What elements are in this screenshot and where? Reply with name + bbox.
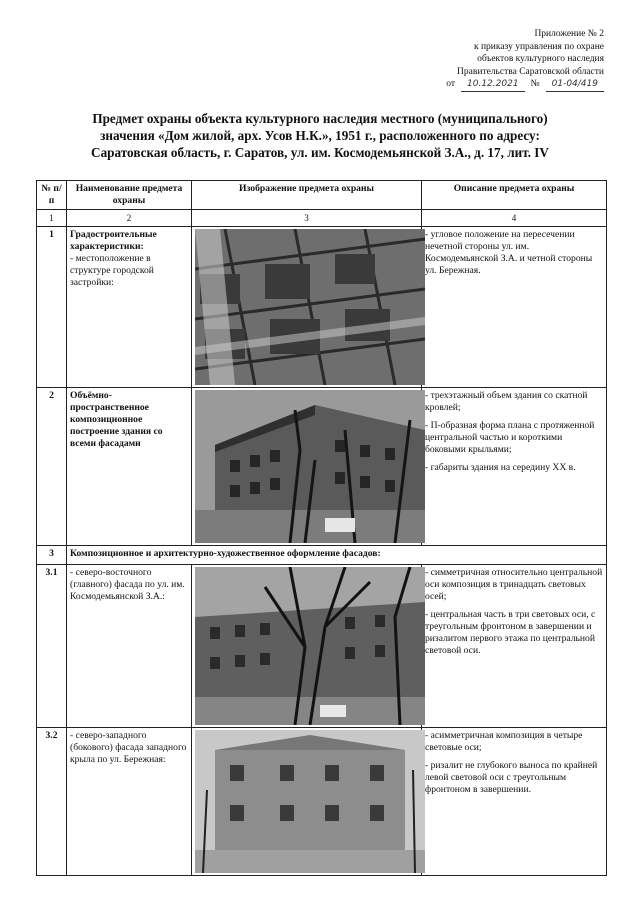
title-line-2: значения «Дом жилой, арх. Усов Н.К.», 1951 г., расположенного по адресу:	[100, 128, 540, 143]
row-name	[67, 388, 192, 546]
row-name-bold: Градостроительные характеристики:	[70, 229, 157, 252]
header-name: Наименование предмета охраны	[67, 181, 192, 210]
header-desc: Описание предмета охраны	[422, 181, 607, 210]
row-name	[67, 227, 192, 388]
description-item: - симметричная относительно центральной оси композиция в тринадцать световых осей;	[425, 567, 603, 602]
row-number: 3.1	[37, 565, 67, 728]
protection-table	[36, 180, 607, 876]
building-photo	[195, 390, 425, 543]
header-image: Изображение предмета охраны	[192, 181, 422, 210]
header-num: № п/п	[37, 181, 67, 210]
order-date: 10.12.2021	[461, 78, 525, 92]
table-row	[37, 227, 607, 388]
description-item: - асимметричная композиция в четыре световые оси;	[425, 730, 583, 753]
row-description	[422, 227, 607, 388]
appendix-block	[384, 28, 604, 92]
col-number-1: 1	[37, 210, 67, 227]
row-number: 3.2	[37, 728, 67, 876]
description-item: - угловое положение на пересечении нечетной стороны ул. им. Космодемьянской З.А. и четной стороны ул. Бережная.	[425, 229, 593, 276]
aerial-photo	[195, 229, 425, 385]
row-description	[422, 728, 607, 876]
col-number-4: 4	[422, 210, 607, 227]
col-number-2: 2	[67, 210, 192, 227]
northeast-facade-photo	[195, 567, 425, 725]
appendix-line-1: Приложение № 2	[534, 29, 604, 39]
table-row	[37, 388, 607, 546]
table-row	[37, 565, 607, 728]
photo-cell	[192, 728, 422, 876]
row-name: - северо-восточного (главного) фасада по ул. им. Космодемьянской З.А.:	[67, 565, 192, 728]
table-row	[37, 728, 607, 876]
appendix-line-4: Правительства Саратовской области	[457, 66, 604, 77]
order-date-number	[384, 78, 604, 92]
description-item: - габариты здания на середину XX в.	[425, 462, 576, 473]
from-label: от	[446, 79, 456, 89]
row-name: - северо-западного (бокового) фасада западного крыла по ул. Бережная:	[67, 728, 192, 876]
northwest-facade-photo	[195, 730, 425, 873]
section-row	[37, 546, 607, 565]
row-name-bold: Объёмно-пространственное композиционное построение здания со всеми фасадами	[70, 390, 163, 449]
photo-cell	[192, 388, 422, 546]
title-line-1: Предмет охраны объекта культурного наследия местного (муниципального)	[92, 111, 548, 126]
appendix-line-2: к приказу управления по охране	[473, 41, 604, 52]
document-title	[28, 110, 612, 161]
photo-cell	[192, 565, 422, 728]
row-number: 2	[37, 388, 67, 546]
row-description	[422, 388, 607, 546]
description-item: - центральная часть в три световых оси, с треугольным фронтоном в завершении и ризалитом первого этажа по центральной световой оси.	[425, 609, 596, 656]
row-name-rest: - местоположение в структуре городской застройки:	[70, 253, 154, 288]
number-label: №	[530, 79, 540, 89]
section-title: Композиционное и архитектурно-художественное оформление фасадов:	[67, 546, 607, 565]
row-description	[422, 565, 607, 728]
column-number-row	[37, 210, 607, 227]
photo-cell	[192, 227, 422, 388]
header-row	[37, 181, 607, 210]
appendix-line-3: объектов культурного наследия	[477, 54, 604, 64]
col-number-3: 3	[192, 210, 422, 227]
row-number: 3	[37, 546, 67, 565]
description-item: - трехэтажный объем здания со скатной кровлей;	[425, 390, 588, 413]
row-number: 1	[37, 227, 67, 388]
description-item: - ризалит не глубокого выноса по крайней левой световой оси с треугольным фронтоном в завершении.	[425, 760, 598, 795]
order-number: 01-04/419	[546, 78, 604, 92]
description-item: - П-образная форма плана с протяженной центральной частью и короткими боковыми крыльями;	[425, 420, 595, 455]
title-line-3: Саратовская область, г. Саратов, ул. им. Космодемьянской З.А., д. 17, лит. IV	[91, 145, 549, 160]
